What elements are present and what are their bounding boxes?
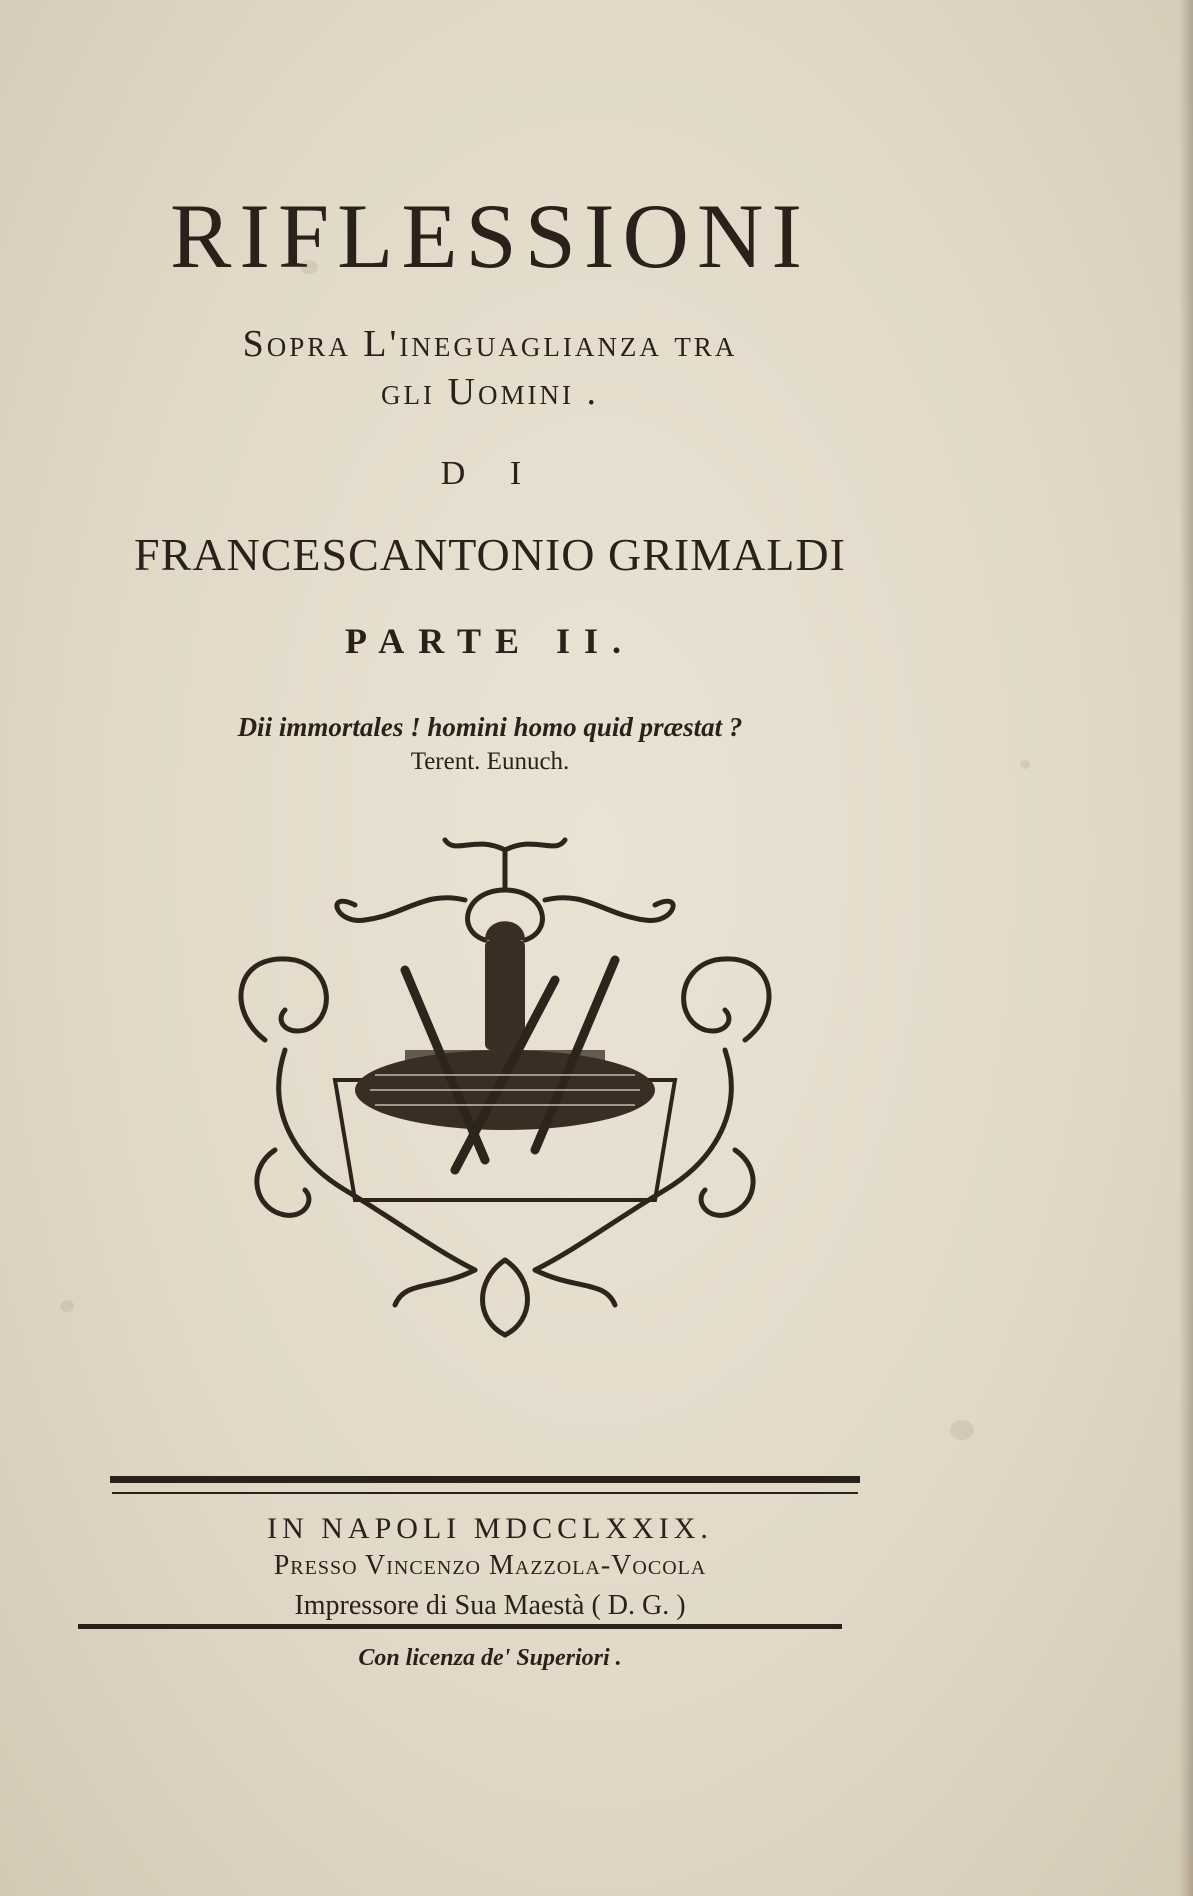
rule-bottom: [78, 1624, 842, 1629]
imprint-printer-title: Impressore di Sua Maestà ( D. G. ): [294, 1590, 686, 1621]
part-number: PARTE II.: [344, 621, 636, 661]
foxing-spot: [950, 1420, 974, 1440]
foxing-spot: [60, 1300, 74, 1312]
license-note: Con licenza de' Superiori .: [358, 1645, 622, 1671]
epigraph: Dii immortales ! homini homo quid præstat ?: [237, 712, 743, 742]
rule-thick: [110, 1476, 860, 1483]
subtitle-line-1: Sopra L'ineguaglianza tra: [242, 323, 738, 365]
subtitle-line-2: gli Uomini .: [381, 371, 599, 413]
epigraph-source: Terent. Eunuch.: [410, 748, 570, 775]
page-edge-shadow: [1179, 0, 1193, 1896]
imprint-place-year: IN NAPOLI MDCCLXXIX.: [267, 1512, 713, 1545]
book-title: RIFLESSIONI: [169, 185, 811, 287]
author-name: FRANCESCANTONIO GRIMALDI: [134, 529, 846, 580]
rule-thin: [112, 1492, 858, 1494]
foxing-spot: [1020, 760, 1030, 769]
imprint-printer: Presso Vincenzo Mazzola-Vocola: [273, 1550, 707, 1581]
byline-di: D I: [440, 455, 540, 492]
ornamental-vignette-icon: [205, 830, 805, 1350]
